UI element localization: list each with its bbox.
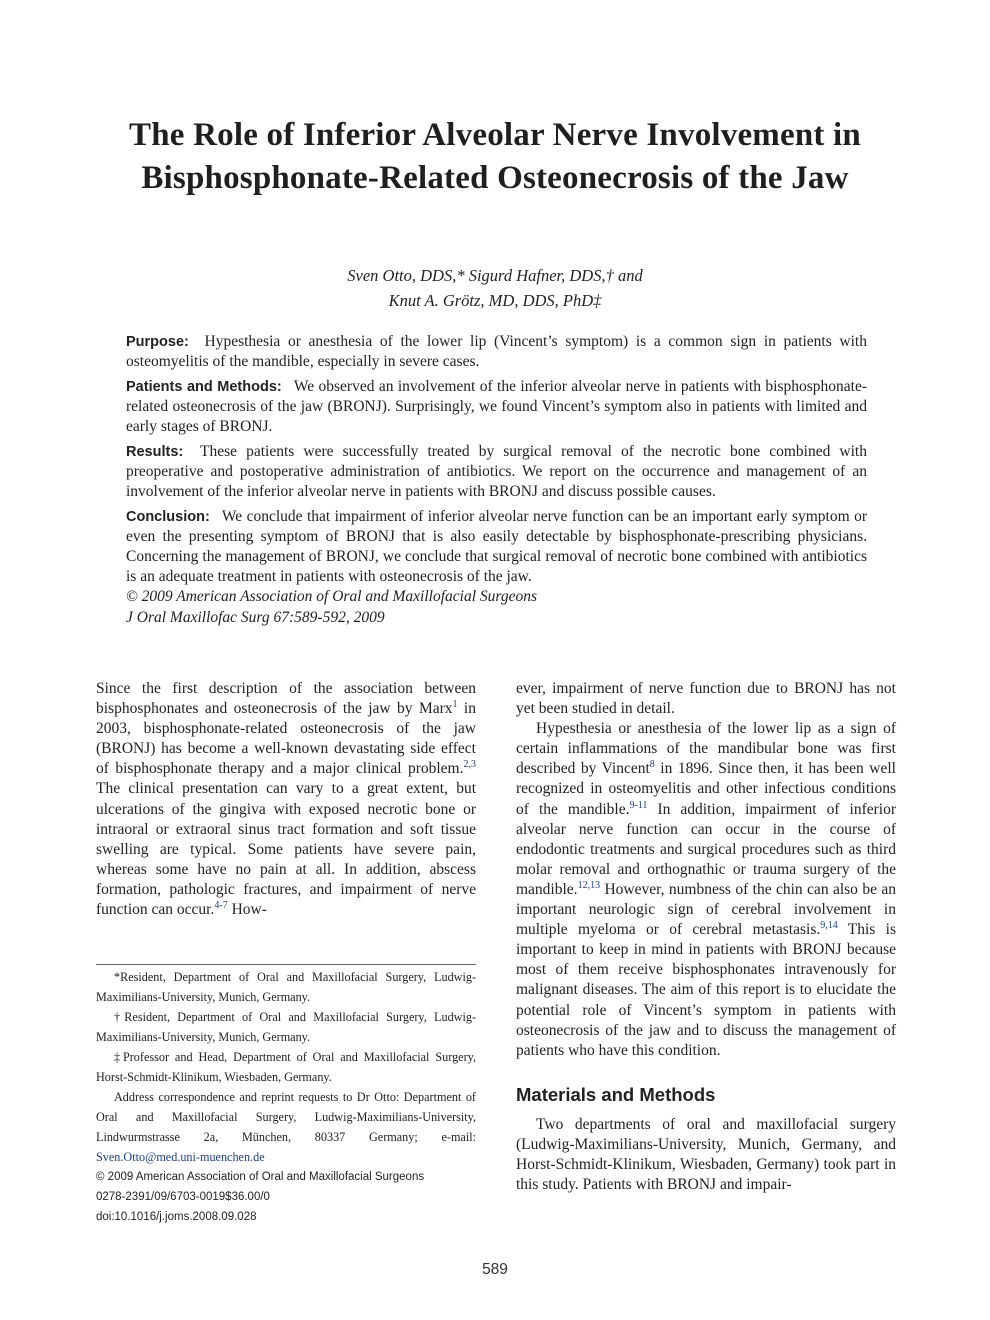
results-text: These patients were successfully treated by surgical removal of the necrotic bone combined with preoperative and postoperative administration of antibiotics. We report on the occurrence and management of an involvement of the inferior alveolar nerve in patients with BRONJ and discuss possible causes. [126, 443, 867, 500]
footnote-3: ‡Professor and Head, Department of Oral and Maxillofacial Surgery, Horst-Schmidt-Klinikum, Wiesbaden, Germany. [96, 1050, 476, 1084]
results-label: Results: [126, 444, 184, 460]
reference-link[interactable]: 9,14 [820, 919, 838, 931]
p2-text-4: However, numbness of the chin can also be an important neurologic sign of cerebral involvement in multiple myeloma or of cerebral metastasis. [516, 880, 896, 939]
body-paragraph-2 [516, 719, 896, 1061]
footnote-2: †Resident, Department of Oral and Maxillofacial Surgery, Ludwig-Maximilians-University, Munich, Germany. [96, 1010, 476, 1044]
intro-paragraph [96, 679, 476, 920]
reference-link[interactable]: 9-11 [629, 799, 648, 811]
abstract-results [126, 442, 867, 502]
footnotes [96, 964, 476, 1227]
page-number: 589 [482, 1261, 508, 1278]
reference-link[interactable]: 4-7 [214, 899, 228, 911]
p2-text-3: In addition, impairment of inferior alveolar nerve function can occur in the course of endodontic treatments and surgical procedures such as third molar removal and orthognathic or trauma surgery of the mandible. [516, 800, 896, 898]
methods-text: We observed an involvement of the inferior alveolar nerve in patients with bisphosphonate-related osteonecrosis of the jaw (BRONJ). Surprisingly, we found Vincent’s symptom also in patients with limited and early stages of BRONJ. [126, 378, 867, 435]
reference-link[interactable]: 2,3 [463, 759, 476, 771]
reference-link[interactable]: 1 [452, 698, 458, 710]
p2-text-2: in 1896. Since then, it has been well recognized in osteomyelitis and other infectious conditions of the mandible. [516, 760, 896, 818]
conclusion-label: Conclusion: [126, 509, 210, 525]
correspondence-text: Address correspondence and reprint requests to Dr Otto: Department of Oral and Maxillofacial Surgery, Ludwig-Maximilians-University, Lindwurmstrasse 2a, München, 80337 Germany; e-mail: [96, 1090, 476, 1144]
footnote-issn: 0278-2391/09/6703-0019$36.00/0 [96, 1191, 270, 1203]
conclusion-text: We conclude that impairment of inferior alveolar nerve function can be an important early symptom or even the presenting symptom of BRONJ that is also easily detectable by bisphosphonate-prescribing physicians. Concerning the management of BRONJ, we conclude that surgical removal of necrotic bone combined with antibiotics is an adequate treatment in patients with osteonecrosis of the jaw. [126, 508, 867, 585]
p2-text-1: Hypesthesia or anesthesia of the lower lip as a sign of certain inflammations of the mandibular bone was first described by Vincent [516, 720, 896, 778]
purpose-text: Hypesthesia or anesthesia of the lower lip (Vincent’s symptom) is a common sign in patients with osteomyelitis of the mandible, especially in severe cases. [126, 333, 867, 370]
intro-text-3: The clinical presentation can vary to a great extent, but ulcerations of the gingiva with exposed necrotic bone or intraoral or extraoral sinus tract formation and soft tissue swelling are typical. Some patients have severe pain, whereas some have no pain at all. In addition, abscess formation, pathologic fractures, and impairment of nerve function can occur. [96, 780, 476, 919]
abstract-methods [126, 377, 867, 437]
methods-label: Patients and Methods: [126, 379, 282, 395]
authors-line-1: Sven Otto, DDS,* Sigurd Hafner, DDS,† and [347, 266, 643, 285]
abstract-copyright: © 2009 American Association of Oral and Maxillofacial Surgeons [126, 588, 538, 605]
journal-citation: J Oral Maxillofac Surg 67:589-592, 2009 [126, 609, 385, 626]
reference-link[interactable]: 12,13 [577, 879, 601, 891]
authors-line-2: Knut A. Grötz, MD, DDS, PhD‡ [388, 291, 602, 310]
section-heading: Materials and Methods [516, 1083, 716, 1105]
p2-text-5: This is important to keep in mind in patients with BRONJ because most of them receive bisphosphonates intravenously for malignant diseases. The aim of this report is to elucidate the potential role of Vincent’s symptom in patients with osteonecrosis of the jaw and to discuss the management of patients who have this condition. [516, 921, 896, 1059]
footnote-1: *Resident, Department of Oral and Maxillofacial Surgery, Ludwig-Maximilians-University, Munich, Germany. [96, 970, 476, 1004]
footnote-correspondence [96, 1087, 476, 1167]
footnote-doi: doi:10.1016/j.joms.2008.09.028 [96, 1211, 257, 1223]
body-column-left [96, 679, 476, 920]
intro-text-2: in 2003, bisphosphonate-related osteonecrosis of the jaw (BRONJ) has become a well-known devastating side effect of bisphosphonate therapy and a major clinical problem. [96, 700, 476, 778]
abstract [126, 332, 867, 633]
body-column-right [516, 679, 896, 1195]
author-list [95, 263, 895, 313]
purpose-label: Purpose: [126, 334, 189, 350]
intro-text-1: Since the first description of the association between bisphosphonates and osteonecrosis of the jaw by Marx [96, 680, 476, 718]
abstract-purpose [126, 332, 867, 372]
body-paragraph-1: ever, impairment of nerve function due to BRONJ has not yet been studied in detail. [516, 680, 896, 718]
intro-text-4: How- [227, 901, 267, 919]
footnote-copyright: © 2009 American Association of Oral and Maxillofacial Surgeons [96, 1171, 425, 1183]
email-link[interactable]: Sven.Otto@med.uni-muenchen.de [96, 1150, 265, 1164]
abstract-conclusion [126, 507, 867, 607]
body-paragraph-3: Two departments of oral and maxillofacial surgery (Ludwig-Maximilians-University, Munich, Germany, and Horst-Schmidt-Klinikum, Wiesbaden, Germany) took part in this study. Patients with BRONJ and impair- [516, 1115, 896, 1194]
reference-link[interactable]: 8 [649, 759, 655, 771]
article-title: The Role of Inferior Alveolar Nerve Involvement in Bisphosphonate-Related Osteonecrosis of the Jaw [129, 117, 861, 196]
